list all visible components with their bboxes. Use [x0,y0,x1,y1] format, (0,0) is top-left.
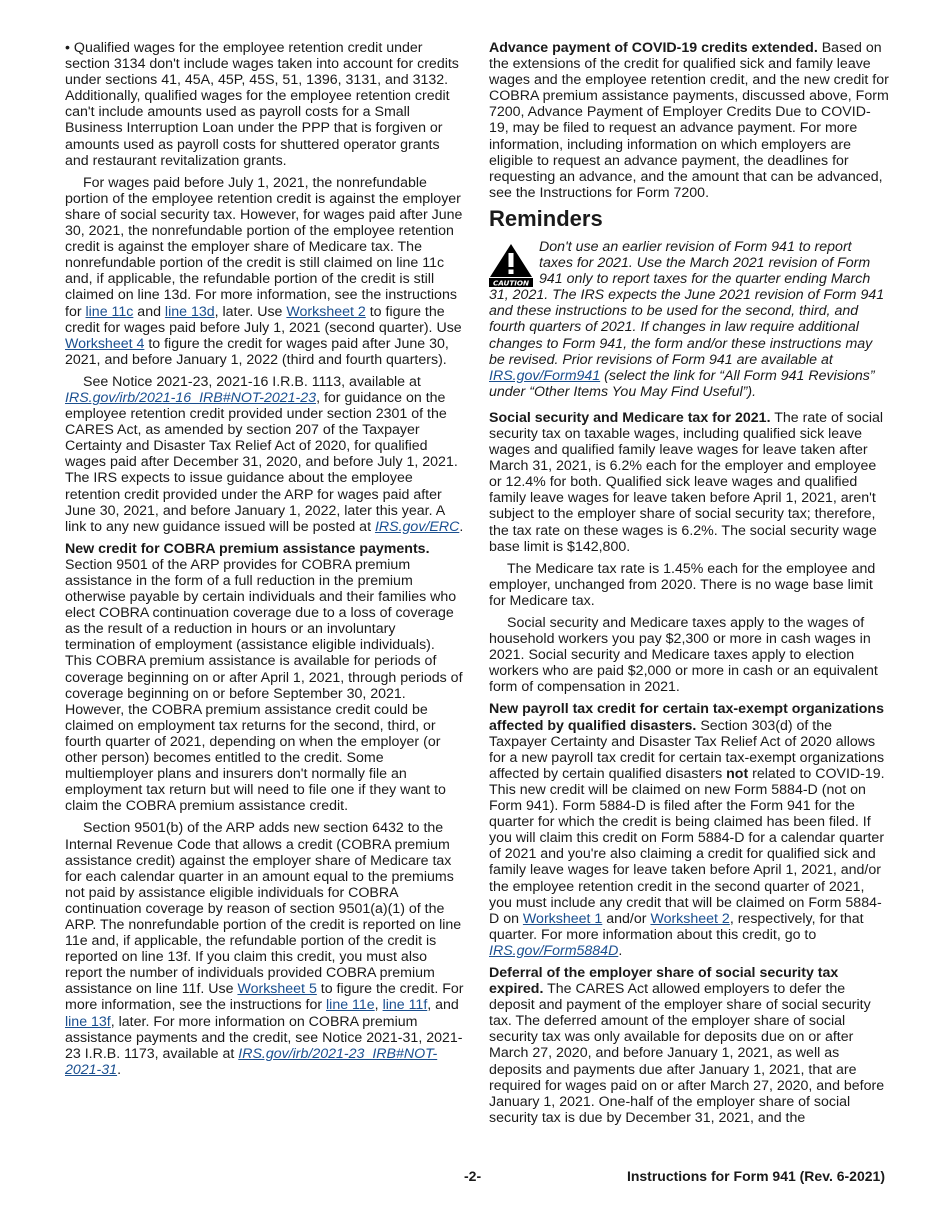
paragraph-section-9501b: Section 9501(b) of the ARP adds new section 6432 to the Internal Revenue Code that allows a credit (COBRA premium assistance credit) against the employer share of Medicare tax for each calendar quarter in an amount equal to the premiums not paid by assistance eligible individuals for COBRA continuation coverage by reason of section 9501(a)(1) of the ARP. The nonrefundable portion of the credit is reported on line 11e and, if applicable, the refundable portion of the credit is reported on line 13f. If you claim this credit, you must also report the number of individuals provided COBRA premium assistance on line 11f. Use Worksheet 5 to figure the credit. For more information, see the instructions for line 11e, line 11f, and line 13f, later. For more information on COBRA premium assistance payments and the credit, see Notice 2021-31, 2021-23 I.R.B. 1173, available at IRS.gov/irb/2021-23_IRB#NOT-2021-31. [65,820,464,1078]
heading-cobra-credit: New credit for COBRA premium assistance payments. [65,540,430,557]
right-column [489,40,889,1132]
paragraph-notice-2021-23: See Notice 2021-23, 2021-16 I.R.B. 1113, available at IRS.gov/irb/2021-16_IRB#NOT-2021-23, for guidance on the employee retention credit provided under section 2301 of the CARES Act, as amended by section 207 of the Taxpayer Certainty and Disaster Tax Relief Act of 2020, for qualified wages paid after December 31, 2020, and before July 1, 2021. The IRS expects to issue guidance about the employee retention credit provided under the ARP for wages paid after June 30, 2021, and before January 1, 2022, later this year. A link to any new guidance issued will be posted at IRS.gov/ERC. [65,373,464,535]
link-worksheet-4[interactable]: Worksheet 4 [65,335,145,352]
link-line-11c[interactable]: line 11c [85,303,134,320]
link-form-941[interactable]: IRS.gov/Form941 [489,367,601,384]
link-irb-2021-16[interactable]: IRS.gov/irb/2021-16_IRB#NOT-2021-23 [65,389,317,406]
link-form-5884d[interactable]: IRS.gov/Form5884D [489,942,619,959]
link-line-11e[interactable]: line 11e [326,997,375,1014]
left-column [65,40,465,1084]
paragraph-advance-payment: Advance payment of COVID-19 credits extended. Based on the extensions of the credit for qualified sick and family leave wages and the employee retention credit, and the new credit for COBRA premium assistance payments, discussed above, Form 7200, Advance Payment of Employer Credits Due to COVID-19, may be filed to request an advance payment. For more information, including information on which employers are eligible to request an advance payment, the deadlines for requesting an advance, and the amount that can be advanced, see the Instructions for Form 7200. [489,40,889,201]
link-worksheet-2-right[interactable]: Worksheet 2 [650,910,730,927]
link-irb-2021-23[interactable]: IRS.gov/irb/2021-23_IRB#NOT-2021-31 [65,1045,438,1078]
paragraph-household-workers: Social security and Medicare taxes apply to the wages of household workers you pay $2,300 or more in cash wages in 2021. Social security and Medicare taxes apply to election workers who are paid $2,000 or more in cash or an equivalent form of compensation in 2021. [489,615,878,696]
paragraph-ss-medicare-2021: Social security and Medicare tax for 2021. The rate of social security tax on taxable wages, including qualified sick leave wages and qualified family leave wages for leave taken after March 31, 2021, is 6.2% each for the employer and employee or 12.4% for both. Qualified sick leave wages and qualified family leave wages for leave taken before April 1, 2021, aren't subject to the employer share of social security tax; therefore, the tax rate on these wages is 6.2%. The social security wage base limit is $142,800. [489,409,884,555]
paragraph-medicare-rate: The Medicare tax rate is 1.45% each for the employee and employer, unchanged from 2020. There is no wage base limit for Medicare tax. [489,560,876,609]
form-title: Instructions for Form 941 (Rev. 6-2021) [626,1168,885,1184]
link-worksheet-2[interactable]: Worksheet 2 [286,303,366,320]
link-line-13d[interactable]: line 13d [164,303,215,320]
link-irs-erc[interactable]: IRS.gov/ERC [374,518,460,535]
heading-payroll-credit-disasters: New payroll tax credit for certain tax-exempt organizations affected by qualified disasters. [489,701,884,734]
link-worksheet-5[interactable]: Worksheet 5 [237,981,317,998]
svg-text:CAUTION: CAUTION [492,278,530,287]
paragraph-deferral-expired: Deferral of the employer share of social security tax expired. The CARES Act allowed employers to defer the deposit and payment of the employer share of social security tax. The deferred amount of the employer share of social security tax was only available for deposits due on or after March 27, 2020, and before January 1, 2021, as well as deposits and payments due after January 1, 2021, that are required for wages paid on or after March 27, 2020, and before January 1, 2021. One-half of the employer share of social security tax is due by December 31, 2021, and the [489,964,885,1126]
link-line-13f[interactable]: line 13f [65,1013,111,1030]
caution-box: CAUTION Don't use an earlier revision of Form 941 to report taxes for 2021. Use the March 2021 revision of Form 941 only to report taxes for the quarter ending March 31, 2021. The IRS expects the June 2021 revision of Form 941 and these instructions to be used for the second, third, and fourth quarters of 2021. If changes in law require additional changes to Form 941, the form and/or these instructions may be revised. Prior revisions of Form 941 are available at IRS.gov/Form941 (select the link for “All Form 941 Revisions” under “Other Items You May Find Useful”). [489,238,885,400]
heading-deferral-expired: Deferral of the employer share of social security tax expired. [489,964,839,998]
paragraph-wages-before-july: For wages paid before July 1, 2021, the nonrefundable portion of the employee retention credit is against the employer share of social security tax. However, for wages paid after June 30, 2021, the nonrefundable portion of the employee retention credit is against the employer share of Medicare tax. The nonrefundable portion of the credit is still claimed on line 11c and, if applicable, the refundable portion of the credit is still claimed on line 13d. For more information, see the instructions for line 11c and line 13d, later. Use Worksheet 2 to figure the credit for wages paid before July 1, 2021 (second quarter). Use Worksheet 4 to figure the credit for wages paid after June 30, 2021, and before January 1, 2022 (third and fourth quarters). [65,174,463,368]
paragraph-payroll-credit-disasters: New payroll tax credit for certain tax-exempt organizations affected by qualified disasters. Section 303(d) of the Taxpayer Certainty and Disaster Tax Relief Act of 2020 allows for a new payroll tax credit for certain tax-exempt organizations affected by certain qualified disasters not related to COVID-19. This new credit will be claimed on new Form 5884-D (not on Form 941). Form 5884-D is filed after the Form 941 for the quarter for which the credit is being claimed has been filed. If you will claim this credit on Form 5884-D for a calendar quarter of 2021 and you're also claiming a credit for qualified sick and family leave wages for leave taken before April 1, 2021, and/or the employee retention credit in the second quarter of 2021, you must include any credit that will be claimed on Form 5884-D on Worksheet 1 and/or Worksheet 2, respectively, for that quarter. For more information about this credit, go to IRS.gov/Form5884D. [489,701,885,959]
page-number: -2- [464,1168,482,1184]
link-line-11f[interactable]: line 11f [382,997,428,1014]
reminders-heading: Reminders [489,205,603,231]
caution-icon [489,243,533,287]
bullet-paragraph: • Qualified wages for the employee retention credit under section 3134 don't include wages taken into account for credits under sections 41, 45A, 45P, 45S, 51, 1396, 3131, and 3132. Additionally, qualified wages for the employee retention credit can't include amounts used as payroll costs for a Small Business Interruption Loan under the PPP that is forgiven or amounts used as payroll costs for shuttered operator grants and restaurant revitalization grants. [65,40,465,169]
heading-ss-medicare-2021: Social security and Medicare tax for 2021. [489,409,771,426]
paragraph-cobra-credit: New credit for COBRA premium assistance payments. Section 9501 of the ARP provides for COBRA premium assistance in the form of a full reduction in the premium otherwise payable by certain individuals and their families who elect COBRA continuation coverage due to a loss of coverage as the result of a reduction in hours or an involuntary termination of employment (assistance eligible individuals). This COBRA premium assistance is available for periods of coverage beginning on or after April 1, 2021, through periods of coverage beginning on or before September 30, 2021. However, the COBRA premium assistance credit could be claimed on employment tax returns for the second, third, or fourth quarter of 2021, depending on when the employer (or other person) becomes entitled to the credit. Some multiemployer plans and insurers don't normally file an employment tax return but will need to file one if they want to claim the COBRA premium assistance credit. [65,540,463,815]
heading-advance-payment: Advance payment of COVID-19 credits extended. [489,40,818,56]
link-worksheet-1[interactable]: Worksheet 1 [522,910,603,927]
